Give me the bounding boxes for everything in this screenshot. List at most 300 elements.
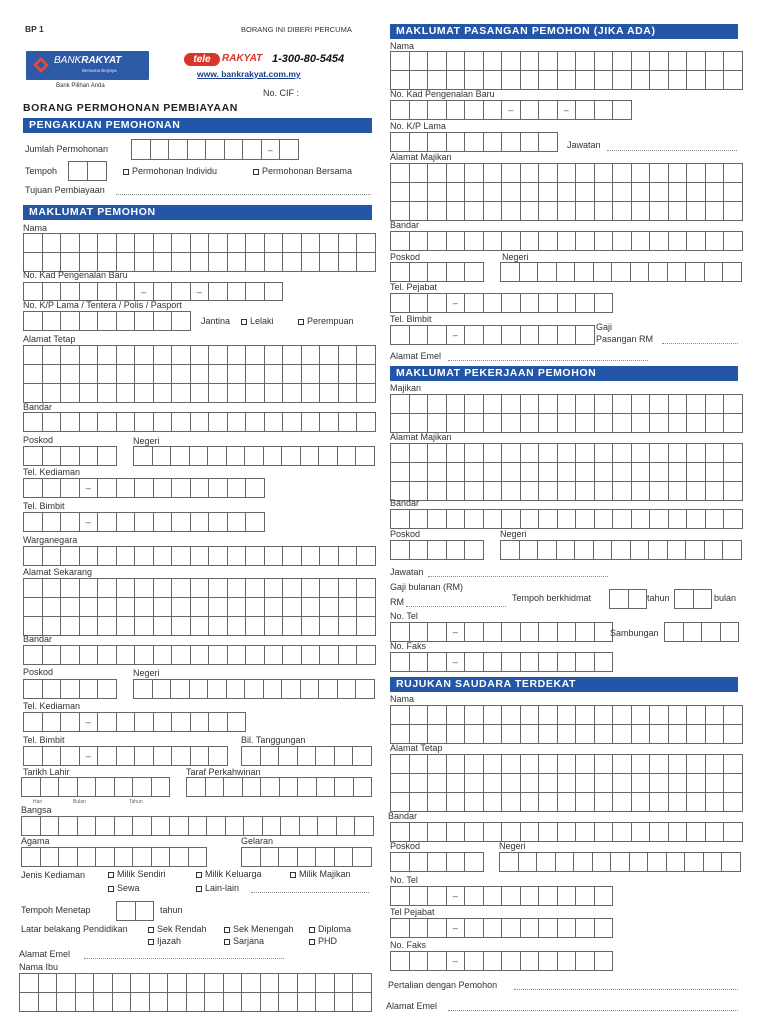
nama-ibu-boxes[interactable] [19,973,372,1012]
input-cell[interactable] [57,993,76,1012]
input-cell[interactable] [410,853,429,872]
input-cell[interactable] [338,447,357,466]
input-cell[interactable] [335,974,354,993]
input-cell[interactable] [117,579,136,598]
input-cell[interactable] [24,283,43,301]
input-cell[interactable] [558,793,577,812]
input-cell[interactable] [539,482,558,501]
input-cell[interactable] [357,547,376,566]
input-cell[interactable] [265,547,284,566]
input-cell[interactable] [595,164,614,183]
input-cell[interactable] [154,413,173,432]
input-cell[interactable] [521,653,540,672]
input-cell[interactable] [576,755,595,774]
no-tel-majikan-boxes[interactable] [390,622,613,642]
input-cell[interactable] [115,848,134,867]
input-cell[interactable] [521,71,540,90]
input-cell[interactable] [265,384,284,403]
input-cell[interactable] [154,617,173,636]
input-cell[interactable] [632,414,651,433]
input-cell[interactable] [558,919,577,938]
input-cell[interactable] [355,817,374,836]
option-lain-lain[interactable]: Lain-lain [196,883,239,894]
input-cell[interactable] [191,234,210,253]
input-cell[interactable] [187,778,206,797]
input-cell[interactable] [428,395,447,414]
pertalian-line[interactable] [514,989,738,990]
input-cell[interactable] [410,623,429,642]
input-cell[interactable] [80,283,99,301]
input-cell[interactable] [76,993,95,1012]
input-cell[interactable] [706,482,725,501]
input-cell[interactable] [117,713,136,732]
input-cell[interactable] [61,479,80,498]
input-cell[interactable] [172,747,191,766]
input-cell[interactable] [261,747,280,766]
input-cell[interactable] [649,263,668,282]
input-cell[interactable] [539,823,558,842]
input-cell[interactable] [613,414,632,433]
bandar-majikan-boxes[interactable] [390,509,743,529]
input-cell[interactable] [357,384,376,403]
input-cell[interactable] [228,547,247,566]
input-cell[interactable] [447,793,466,812]
input-cell[interactable] [57,974,76,993]
input-cell[interactable] [265,579,284,598]
input-cell[interactable] [502,232,521,251]
input-cell[interactable] [465,52,484,71]
input-cell[interactable] [242,974,261,993]
input-cell[interactable] [391,101,410,120]
input-cell[interactable] [650,793,669,812]
input-cell[interactable] [632,482,651,501]
dash-cell[interactable]: – [447,326,466,345]
checkbox-icon[interactable] [148,939,154,945]
input-cell[interactable] [41,817,60,836]
input-cell[interactable] [43,365,62,384]
option-milik-sendiri[interactable]: Milik Sendiri [108,869,166,880]
input-cell[interactable] [521,887,540,906]
input-cell[interactable] [669,725,688,744]
input-cell[interactable] [43,680,62,699]
input-cell[interactable] [24,547,43,566]
input-cell[interactable] [225,140,244,160]
input-cell[interactable] [687,183,706,202]
input-cell[interactable] [117,346,136,365]
input-cell[interactable] [24,365,43,384]
input-cell[interactable] [687,71,706,90]
input-cell[interactable] [319,447,338,466]
input-cell[interactable] [687,774,706,793]
input-cell[interactable] [558,232,577,251]
input-cell[interactable] [724,183,743,202]
input-cell[interactable] [465,164,484,183]
dash-cell[interactable]: – [447,294,466,313]
input-cell[interactable] [502,183,521,202]
input-cell[interactable] [576,164,595,183]
input-cell[interactable] [22,817,41,836]
input-cell[interactable] [153,680,172,699]
input-cell[interactable] [595,482,614,501]
input-cell[interactable] [335,848,354,867]
input-cell[interactable] [410,52,429,71]
pasangan-tel-pejabat-boxes[interactable] [390,293,613,313]
input-cell[interactable] [484,294,503,313]
input-cell[interactable] [61,234,80,253]
input-cell[interactable] [502,706,521,725]
input-cell[interactable] [484,395,503,414]
dash-cell[interactable]: – [191,283,210,301]
input-cell[interactable] [357,579,376,598]
input-cell[interactable] [595,52,614,71]
input-cell[interactable] [154,513,173,532]
input-cell[interactable] [502,823,521,842]
input-cell[interactable] [391,71,410,90]
input-cell[interactable] [724,232,743,251]
input-cell[interactable] [557,541,576,560]
input-cell[interactable] [298,747,317,766]
pasangan-kp-lama-boxes[interactable] [390,132,558,152]
input-cell[interactable] [613,183,632,202]
input-cell[interactable] [595,395,614,414]
input-cell[interactable] [557,263,576,282]
input-cell[interactable] [613,101,632,120]
input-cell[interactable] [539,101,558,120]
dash-cell[interactable]: – [447,952,466,971]
input-cell[interactable] [209,646,228,665]
input-cell[interactable] [610,590,629,609]
input-cell[interactable] [316,993,335,1012]
input-cell[interactable] [687,706,706,725]
input-cell[interactable] [539,326,558,345]
input-cell[interactable] [80,365,99,384]
input-cell[interactable] [117,365,136,384]
input-cell[interactable] [669,706,688,725]
input-cell[interactable] [447,71,466,90]
input-cell[interactable] [410,71,429,90]
input-cell[interactable] [502,623,521,642]
input-cell[interactable] [302,646,321,665]
input-cell[interactable] [428,952,447,971]
input-cell[interactable] [154,365,173,384]
input-cell[interactable] [595,444,614,463]
input-cell[interactable] [117,234,136,253]
input-cell[interactable] [316,848,335,867]
input-cell[interactable] [410,101,429,120]
majikan-boxes[interactable] [390,394,743,433]
input-cell[interactable] [501,541,520,560]
input-cell[interactable] [428,52,447,71]
input-cell[interactable] [724,71,743,90]
dash-cell[interactable]: – [135,283,154,301]
input-cell[interactable] [447,263,466,282]
lain-lain-line[interactable] [251,892,369,893]
input-cell[interactable] [595,463,614,482]
input-cell[interactable] [226,817,245,836]
input-cell[interactable] [228,479,247,498]
input-cell[interactable] [465,294,484,313]
input-cell[interactable] [80,312,99,331]
gaji-pasangan-line[interactable] [662,343,738,344]
input-cell[interactable] [687,463,706,482]
input-cell[interactable] [428,326,447,345]
input-cell[interactable] [96,817,115,836]
option-sek-menengah[interactable]: Sek Menengah [224,924,294,935]
input-cell[interactable] [391,706,410,725]
input-cell[interactable] [632,202,651,221]
input-cell[interactable] [80,447,99,466]
input-cell[interactable] [357,413,376,432]
input-cell[interactable] [69,162,88,181]
input-cell[interactable] [391,541,410,560]
input-cell[interactable] [632,510,651,529]
input-cell[interactable] [338,680,357,699]
input-cell[interactable] [246,253,265,272]
input-cell[interactable] [261,848,280,867]
input-cell[interactable] [191,513,210,532]
input-cell[interactable] [152,778,171,797]
input-cell[interactable] [447,164,466,183]
input-cell[interactable] [595,774,614,793]
input-cell[interactable] [208,447,227,466]
input-cell[interactable] [154,747,173,766]
input-cell[interactable] [228,579,247,598]
dash-cell[interactable]: – [80,513,99,532]
input-cell[interactable] [410,774,429,793]
tempoh-boxes[interactable] [68,161,107,181]
input-cell[interactable] [539,232,558,251]
input-cell[interactable] [24,413,43,432]
input-cell[interactable] [410,444,429,463]
input-cell[interactable] [224,974,243,993]
input-cell[interactable] [650,706,669,725]
input-cell[interactable] [669,183,688,202]
input-cell[interactable] [687,202,706,221]
input-cell[interactable] [558,326,577,345]
input-cell[interactable] [245,447,264,466]
input-cell[interactable] [502,326,521,345]
rujukan-no-tel-boxes[interactable] [390,886,613,906]
input-cell[interactable] [319,680,338,699]
input-cell[interactable] [24,312,43,331]
tel-bimbit-boxes[interactable] [23,512,265,532]
input-cell[interactable] [283,646,302,665]
input-cell[interactable] [428,919,447,938]
input-cell[interactable] [172,253,191,272]
checkbox-icon[interactable] [108,886,114,892]
input-cell[interactable] [613,202,632,221]
input-cell[interactable] [502,482,521,501]
input-cell[interactable] [521,510,540,529]
input-cell[interactable] [246,384,265,403]
input-cell[interactable] [135,747,154,766]
input-cell[interactable] [538,263,557,282]
pasangan-tel-bimbit-boxes[interactable] [390,325,595,345]
input-cell[interactable] [279,747,298,766]
input-cell[interactable] [43,646,62,665]
input-cell[interactable] [391,653,410,672]
input-cell[interactable] [484,463,503,482]
input-cell[interactable] [264,680,283,699]
input-cell[interactable] [685,853,704,872]
checkbox-icon[interactable] [290,872,296,878]
input-cell[interactable] [484,482,503,501]
input-cell[interactable] [135,346,154,365]
input-cell[interactable] [687,755,706,774]
input-cell[interactable] [98,617,117,636]
input-cell[interactable] [594,263,613,282]
input-cell[interactable] [632,823,651,842]
input-cell[interactable] [650,463,669,482]
input-cell[interactable] [22,848,41,867]
input-cell[interactable] [391,263,410,282]
input-cell[interactable] [410,202,429,221]
input-cell[interactable] [171,680,190,699]
input-cell[interactable] [650,52,669,71]
input-cell[interactable] [209,234,228,253]
input-cell[interactable] [43,413,62,432]
input-cell[interactable] [280,140,299,160]
input-cell[interactable] [206,140,225,160]
input-cell[interactable] [558,510,577,529]
input-cell[interactable] [135,479,154,498]
input-cell[interactable] [135,617,154,636]
input-cell[interactable] [298,848,317,867]
input-cell[interactable] [339,646,358,665]
input-cell[interactable] [724,510,743,529]
input-cell[interactable] [665,623,684,642]
input-cell[interactable] [447,395,466,414]
input-cell[interactable] [228,413,247,432]
input-cell[interactable] [169,140,188,160]
input-cell[interactable] [447,463,466,482]
input-cell[interactable] [465,202,484,221]
input-cell[interactable] [484,510,503,529]
input-cell[interactable] [191,253,210,272]
checkbox-icon[interactable] [224,927,230,933]
input-cell[interactable] [521,183,540,202]
input-cell[interactable] [428,853,447,872]
bandar-2-boxes[interactable] [23,645,376,665]
input-cell[interactable] [339,579,358,598]
input-cell[interactable] [117,617,136,636]
input-cell[interactable] [428,183,447,202]
input-cell[interactable] [428,653,447,672]
input-cell[interactable] [576,887,595,906]
input-cell[interactable] [98,680,117,699]
input-cell[interactable] [41,848,60,867]
input-cell[interactable] [283,579,302,598]
input-cell[interactable] [98,447,117,466]
input-cell[interactable] [669,52,688,71]
input-cell[interactable] [447,232,466,251]
input-cell[interactable] [24,747,43,766]
input-cell[interactable] [613,510,632,529]
input-cell[interactable] [722,853,741,872]
input-cell[interactable] [447,52,466,71]
input-cell[interactable] [20,993,39,1012]
input-cell[interactable] [558,183,577,202]
input-cell[interactable] [576,101,595,120]
input-cell[interactable] [539,725,558,744]
input-cell[interactable] [521,482,540,501]
input-cell[interactable] [279,993,298,1012]
bandar-boxes[interactable] [23,412,376,432]
input-cell[interactable] [484,653,503,672]
input-cell[interactable] [650,755,669,774]
input-cell[interactable] [576,232,595,251]
input-cell[interactable] [558,653,577,672]
input-cell[interactable] [706,755,725,774]
input-cell[interactable] [339,547,358,566]
input-cell[interactable] [502,202,521,221]
input-cell[interactable] [724,774,743,793]
input-cell[interactable] [574,853,593,872]
input-cell[interactable] [209,384,228,403]
input-cell[interactable] [484,133,503,152]
input-cell[interactable] [209,713,228,732]
input-cell[interactable] [613,52,632,71]
input-cell[interactable] [521,623,540,642]
pasangan-alamat-majikan-boxes[interactable] [390,163,743,221]
input-cell[interactable] [318,817,337,836]
input-cell[interactable] [134,680,153,699]
input-cell[interactable] [650,232,669,251]
input-cell[interactable] [410,725,429,744]
input-cell[interactable] [135,579,154,598]
input-cell[interactable] [428,294,447,313]
input-cell[interactable] [265,617,284,636]
input-cell[interactable] [595,887,614,906]
input-cell[interactable] [650,823,669,842]
input-cell[interactable] [265,253,284,272]
input-cell[interactable] [172,579,191,598]
input-cell[interactable] [706,774,725,793]
input-cell[interactable] [135,598,154,617]
input-cell[interactable] [43,547,62,566]
input-cell[interactable] [539,510,558,529]
input-cell[interactable] [669,793,688,812]
input-cell[interactable] [391,133,410,152]
option-sek-rendah[interactable]: Sek Rendah [148,924,207,935]
input-cell[interactable] [558,395,577,414]
input-cell[interactable] [117,747,136,766]
dash-cell[interactable]: – [80,747,99,766]
input-cell[interactable] [428,510,447,529]
input-cell[interactable] [613,164,632,183]
input-cell[interactable] [283,547,302,566]
input-cell[interactable] [724,414,743,433]
input-cell[interactable] [558,52,577,71]
input-cell[interactable] [724,463,743,482]
input-cell[interactable] [613,706,632,725]
input-cell[interactable] [576,952,595,971]
input-cell[interactable] [59,817,78,836]
input-cell[interactable] [428,263,447,282]
input-cell[interactable] [24,598,43,617]
input-cell[interactable] [320,365,339,384]
dash-cell[interactable]: – [262,140,281,160]
input-cell[interactable] [283,384,302,403]
input-cell[interactable] [191,713,210,732]
input-cell[interactable] [61,346,80,365]
input-cell[interactable] [465,444,484,463]
input-cell[interactable] [117,902,136,921]
input-cell[interactable] [207,817,226,836]
input-cell[interactable] [539,71,558,90]
input-cell[interactable] [539,919,558,938]
nama-boxes[interactable] [23,233,376,272]
